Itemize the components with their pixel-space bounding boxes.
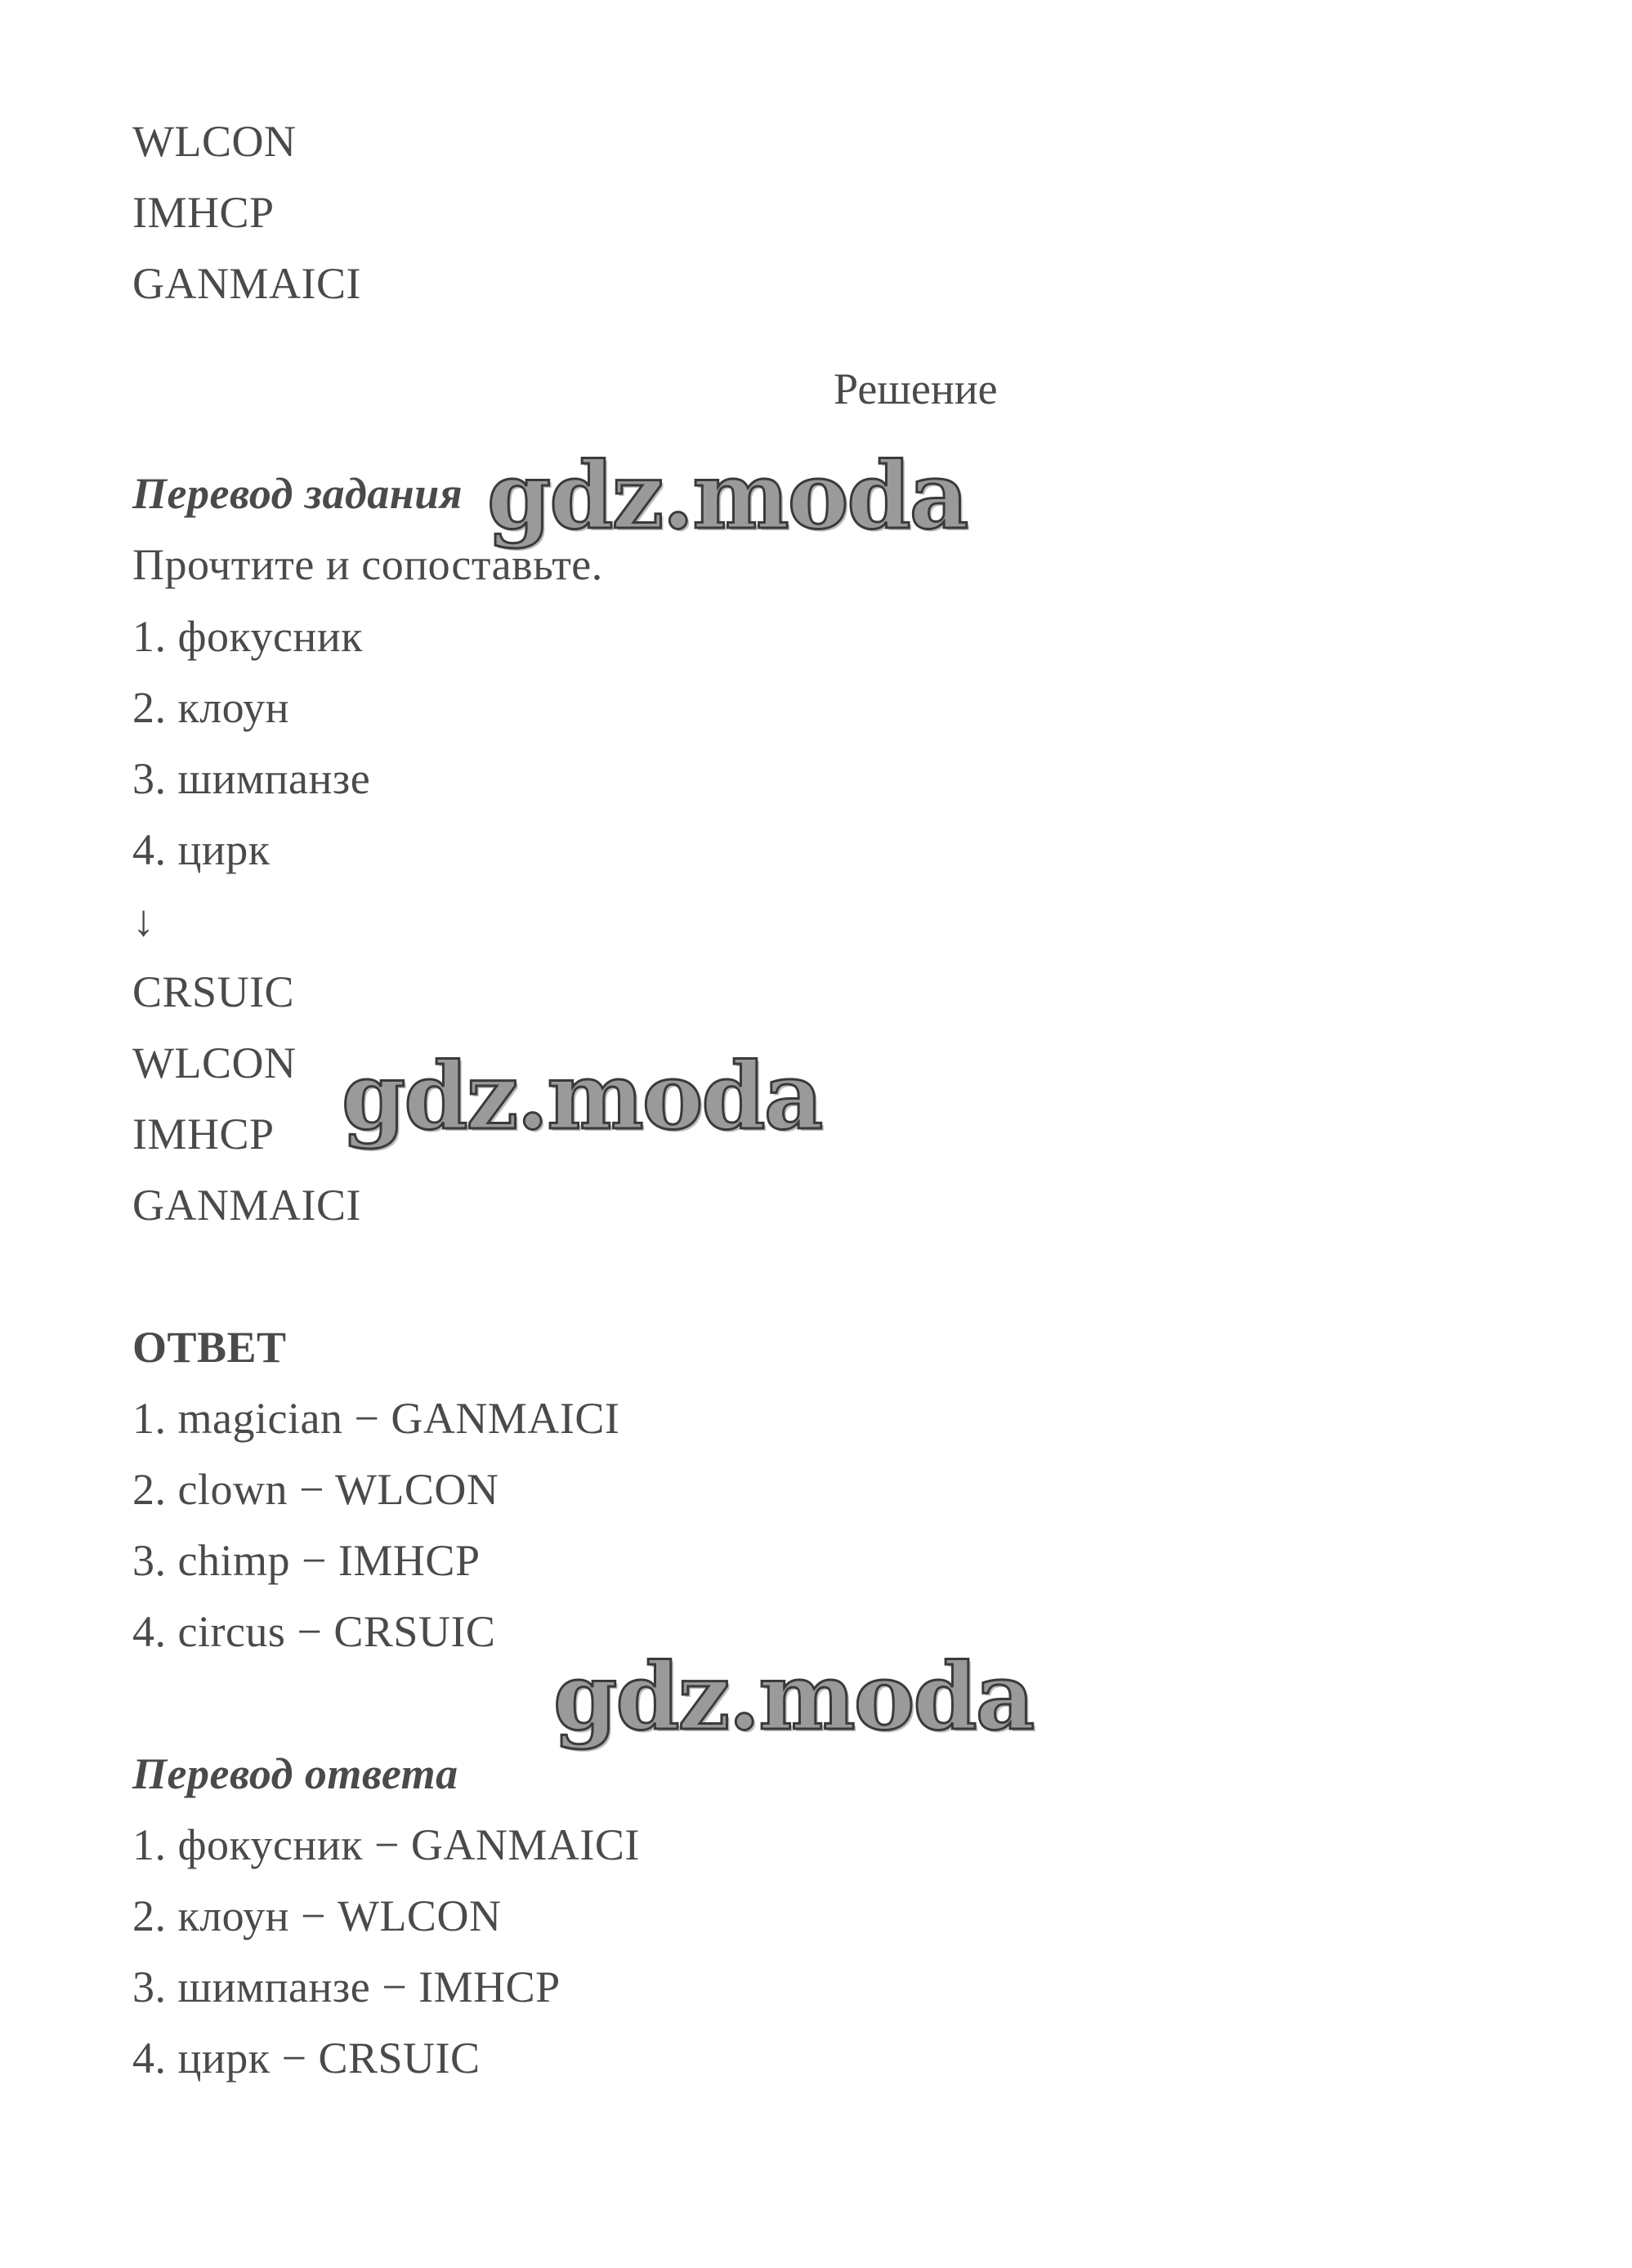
answer-translation-item: 2. клоун − WLCON (132, 1891, 502, 1940)
answer-item: 2. clown − WLCON (132, 1465, 499, 1514)
watermark-logo: gdz.moda (553, 1644, 1034, 1751)
answer-translation-item: 1. фокусник − GANMAICI (132, 1820, 640, 1869)
solution-heading: Решение (834, 364, 998, 413)
task-instruction: Прочтите и сопоставьте. (132, 540, 603, 589)
answer-heading: ОТВЕТ (132, 1323, 287, 1372)
watermark-logo: gdz.moda (342, 1043, 822, 1150)
answer-item: 4. circus − CRSUIC (132, 1607, 496, 1656)
scrambled-word: IMHCP (132, 188, 275, 237)
answer-translation-item: 4. цирк − CRSUIC (132, 2034, 481, 2083)
task-item: 1. фокусник (132, 612, 363, 661)
scrambled-word: GANMAICI (132, 259, 361, 308)
scrambled-word: WLCON (132, 117, 297, 166)
task-item: 4. цирк (132, 825, 271, 874)
answer-item: 3. chimp − IMHCP (132, 1536, 481, 1585)
task-item: 2. клоун (132, 683, 290, 732)
scrambled-word: WLCON (132, 1038, 297, 1087)
answer-translation-item: 3. шимпанзе − IMHCP (132, 1962, 561, 2011)
scrambled-word: GANMAICI (132, 1181, 361, 1230)
scrambled-word: CRSUIC (132, 967, 295, 1016)
scrambled-word: IMHCP (132, 1109, 275, 1159)
down-arrow: ↓ (132, 896, 155, 945)
watermark-logo: gdz.moda (487, 443, 968, 550)
answer-item: 1. magician − GANMAICI (132, 1394, 620, 1443)
answer-translation-heading: Перевод ответа (132, 1749, 458, 1798)
task-item: 3. шимпанзе (132, 754, 371, 803)
task-translation-heading: Перевод задания (132, 469, 463, 518)
